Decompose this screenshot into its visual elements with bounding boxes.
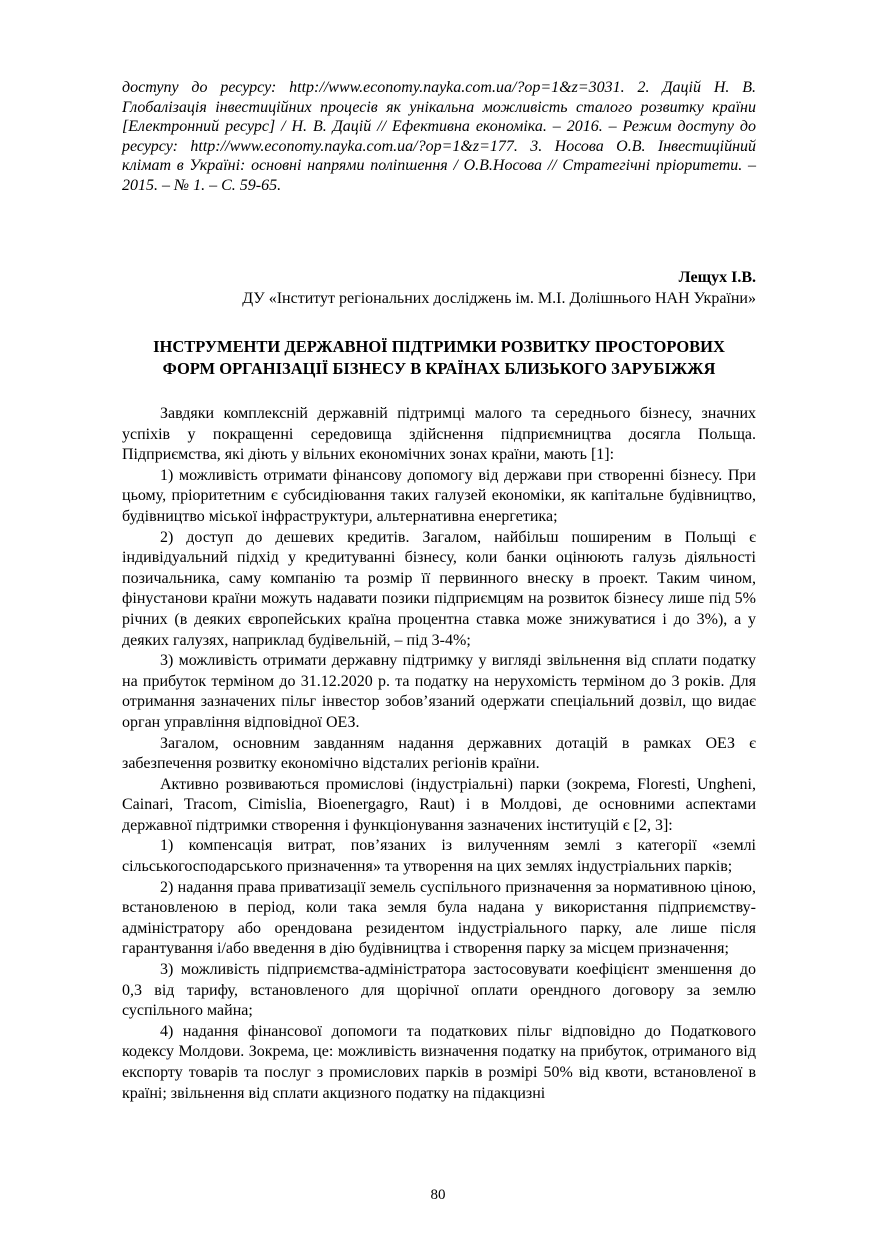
author-block bbox=[122, 267, 756, 309]
paragraph-moldova-item-3: 3) можливість підприємства-адміністратора застосовувати коефіцієнт зменшення до 0,3 від тарифу, встановленого для щорічної оплати орендного договору за землю суспільного майна; bbox=[122, 961, 756, 1020]
paragraph-item-3: 3) можливість отримати державну підтримку у вигляді звільнення від сплати податку на прибуток терміном до 31.12.2020 р. та податку на нерухомість терміном до 3 років. Для отримання зазначених пільг інвестор зобов’язаний одержати спеціальний дозвіл, що видає орган управління відповідної ОЕЗ. bbox=[122, 652, 756, 731]
page-number: 80 bbox=[430, 1187, 446, 1203]
paragraph-moldova-item-1: 1) компенсація витрат, пов’язаних із вилученням землі з категорії «землі сільськогосподарського призначення» та утворення на цих землях індустріальних парків; bbox=[122, 837, 756, 876]
paper-body bbox=[122, 404, 756, 1104]
paragraph-item-1: 1) можливість отримати фінансову допомогу від держави при створенні бізнесу. При цьому, пріоритетним є субсидіювання таких галузей економіки, як капітальне будівництво, будівництво міської інфраструктури, альтернативна енергетика; bbox=[122, 466, 756, 525]
paragraph-intro: Завдяки комплексній державній підтримці малого та середнього бізнесу, значних успіхів у покращенні середовища здійснення підприємництва досягла Польща. Підприємства, які діють у вільних економічних зонах країни, мають [1]: bbox=[122, 405, 756, 464]
author-affiliation: ДУ «Інститут регіональних досліджень ім. М.І. Долішнього НАН України» bbox=[242, 290, 756, 307]
paragraph-item-2: 2) доступ до дешевих кредитів. Загалом, найбільш поширеним в Польщі є індивідуальний підхід у кредитуванні бізнесу, коли банки оцінюють галузь діяльності позичальника, саму компанію та розмір її первинного внеску в проект. Таким чином, фінустанови країни можуть надавати позики підприємцям на розвиток бізнесу лише під 5% річних (в деяких європейських країна процентна ставка може знижуватися і до 3%), а у деяких галузях, наприклад будівельній, – під 3-4%; bbox=[122, 528, 756, 649]
paragraph-summary: Загалом, основним завданням надання державних дотацій в рамках ОЕЗ є забезпечення розвитку економічно відсталих регіонів країни. bbox=[122, 734, 756, 773]
paragraph-moldova-intro: Активно розвиваються промислові (індустріальні) парки (зокрема, Floresti, Ungheni, Cainari, Tracom, Cimislia, Bioenergagro, Raut) і в Молдові, де основними аспектами державної підтримки створення і функціонування зазначених інституцій є [2, 3]: bbox=[122, 775, 756, 834]
author-name: Лещух І.В. bbox=[678, 269, 756, 286]
paper-title: ІНСТРУМЕНТИ ДЕРЖАВНОЇ ПІДТРИМКИ РОЗВИТКУ ПРОСТОРОВИХ ФОРМ ОРГАНІЗАЦІЇ БІЗНЕСУ В КРАЇНАХ БЛИЗЬКОГО ЗАРУБІЖЖЯ bbox=[153, 337, 725, 378]
paragraph-moldova-item-4: 4) надання фінансової допомоги та податкових пільг відповідно до Податкового кодексу Молдови. Зокрема, це: можливість визначення податку на прибуток, отриманого від експорту товарів та послуг з промислових парків в розмірі 50% від квоти, встановленої в країні; звільнення від сплати акцизного податку на підакцизні bbox=[122, 1022, 756, 1102]
paragraph-moldova-item-2: 2) надання права приватизації земель суспільного призначення за нормативною ціною, встановленою в період, коли така земля була надана у використання підприємству-адміністратору або орендована резидентом індустріального парку, але лише після гарантування і/або введення в дію будівництва і створення парку за місцем призначення; bbox=[122, 878, 756, 958]
references-text: доступу до ресурсу: http://www.economy.nayka.com.ua/?op=1&z=3031. 2. Дацій Н. В. Глобалізація інвестиційних процесів як унікальна можливість сталого розвитку країни [Електронний ресурс] / Н. В. Дацій // Ефективна економіка. – 2016. – Режим доступу до ресурсу: http://www.economy.nayka.com.ua/?op=1&z=177. 3. Носова О.В. Інвестиційний клімат в Україні: основні напрями поліпшення / О.В.Носова // Стратегічні пріоритети. – 2015. – № 1. – С. 59-65. bbox=[122, 79, 756, 194]
